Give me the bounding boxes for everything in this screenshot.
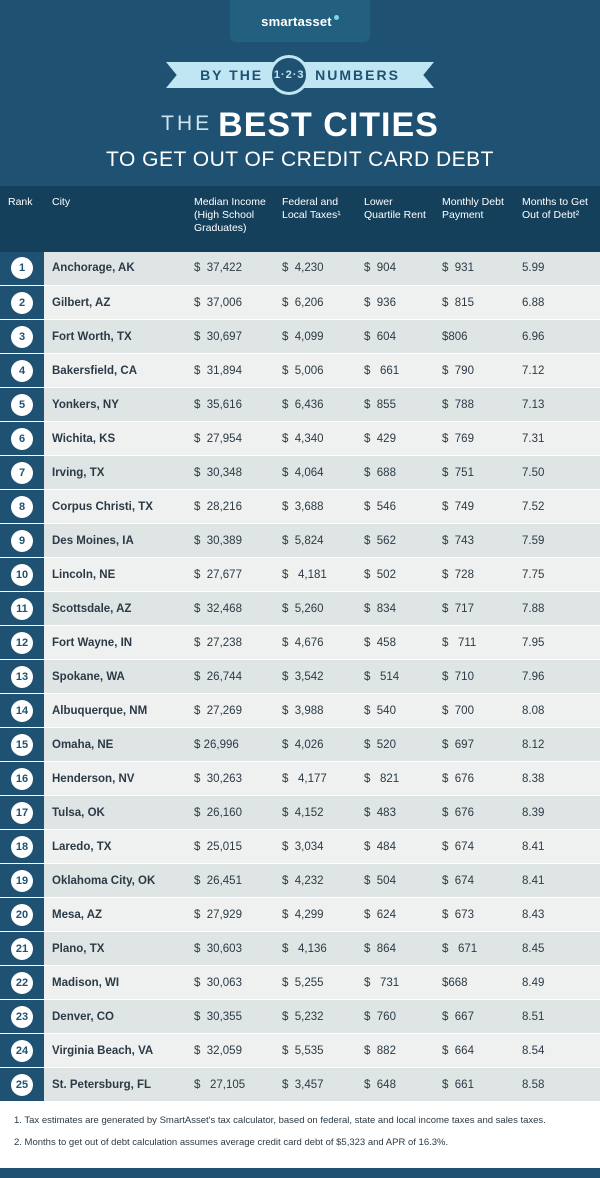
cell-months: 8.49 (514, 966, 600, 1000)
cell-city: Denver, CO (44, 1000, 186, 1034)
cell-city: Fort Worth, TX (44, 320, 186, 354)
table-row (0, 626, 600, 660)
cell-rent: $ 864 (356, 932, 434, 966)
table-header-row (0, 186, 600, 252)
table-header (0, 186, 600, 252)
cell-rank (0, 524, 44, 558)
cell-city: Wichita, KS (44, 422, 186, 456)
cell-taxes: $ 4,099 (274, 320, 356, 354)
cell-rank (0, 626, 44, 660)
column-header-rent: Lower Quartile Rent (356, 186, 434, 252)
cell-rent: $ 546 (356, 490, 434, 524)
cell-city: Yonkers, NY (44, 388, 186, 422)
rank-badge (8, 1068, 36, 1101)
cell-rent: $ 936 (356, 286, 434, 320)
cell-months: 7.52 (514, 490, 600, 524)
cell-debt-payment: $ 788 (434, 388, 514, 422)
rank-circle: 14 (11, 700, 33, 722)
rank-circle: 16 (11, 768, 33, 790)
rank-badge (8, 932, 36, 965)
table-row (0, 422, 600, 456)
cell-rank (0, 388, 44, 422)
cell-debt-payment: $ 674 (434, 830, 514, 864)
cell-rent: $ 540 (356, 694, 434, 728)
cell-median-income: $ 37,422 (186, 252, 274, 286)
cell-median-income: $ 27,238 (186, 626, 274, 660)
cell-rank (0, 286, 44, 320)
cell-rank (0, 456, 44, 490)
cell-taxes: $ 6,436 (274, 388, 356, 422)
table-row (0, 1000, 600, 1034)
cell-rent: $ 483 (356, 796, 434, 830)
cell-city: Lincoln, NE (44, 558, 186, 592)
cell-debt-payment: $668 (434, 966, 514, 1000)
rank-circle: 13 (11, 666, 33, 688)
column-header-median-income: Median Income (High School Graduates) (186, 186, 274, 252)
rank-circle: 2 (11, 292, 33, 314)
cell-months: 8.51 (514, 1000, 600, 1034)
cell-rank (0, 1034, 44, 1068)
footer-bar (0, 1168, 600, 1178)
column-header-city: City (44, 186, 186, 252)
rank-circle: 23 (11, 1006, 33, 1028)
cell-rank (0, 490, 44, 524)
cell-median-income: $ 30,697 (186, 320, 274, 354)
rank-badge (8, 898, 36, 931)
rank-circle: 3 (11, 326, 33, 348)
cell-months: 6.88 (514, 286, 600, 320)
cell-debt-payment: $ 671 (434, 932, 514, 966)
rank-badge (8, 320, 36, 353)
table-row (0, 1068, 600, 1102)
cell-city: Irving, TX (44, 456, 186, 490)
cell-median-income: $ 27,954 (186, 422, 274, 456)
cell-city: Tulsa, OK (44, 796, 186, 830)
by-the-numbers-badge (152, 58, 448, 92)
cell-rent: $ 821 (356, 762, 434, 796)
cell-debt-payment: $ 710 (434, 660, 514, 694)
cell-rent: $ 502 (356, 558, 434, 592)
logo-plate (230, 0, 370, 42)
cell-median-income: $ 26,451 (186, 864, 274, 898)
cell-median-income: $ 30,348 (186, 456, 274, 490)
rank-circle: 12 (11, 632, 33, 654)
cell-months: 7.50 (514, 456, 600, 490)
cell-taxes: $ 3,688 (274, 490, 356, 524)
footnote-2: 2. Months to get out of debt calculation assumes average credit card debt of $5,323 and APR of 16.3%. (14, 1136, 449, 1148)
table-row (0, 388, 600, 422)
cell-taxes: $ 4,136 (274, 932, 356, 966)
cell-rank (0, 354, 44, 388)
cell-debt-payment: $ 743 (434, 524, 514, 558)
rank-badge (8, 830, 36, 863)
cell-median-income: $ 32,059 (186, 1034, 274, 1068)
cell-rank (0, 796, 44, 830)
rank-circle: 25 (11, 1074, 33, 1096)
cell-debt-payment: $ 728 (434, 558, 514, 592)
cell-taxes: $ 5,260 (274, 592, 356, 626)
table-row (0, 728, 600, 762)
cell-rent: $ 688 (356, 456, 434, 490)
cell-taxes: $ 5,006 (274, 354, 356, 388)
cell-rank (0, 762, 44, 796)
cell-taxes: $ 4,026 (274, 728, 356, 762)
rank-badge (8, 422, 36, 455)
rank-badge (8, 286, 36, 319)
cell-debt-payment: $ 674 (434, 864, 514, 898)
rank-badge (8, 966, 36, 999)
rank-circle: 20 (11, 904, 33, 926)
cell-rank (0, 1068, 44, 1102)
cell-taxes: $ 4,230 (274, 252, 356, 286)
cell-rent: $ 624 (356, 898, 434, 932)
rank-badge (8, 694, 36, 727)
cell-debt-payment: $ 749 (434, 490, 514, 524)
cell-debt-payment: $ 673 (434, 898, 514, 932)
rank-circle: 9 (11, 530, 33, 552)
rank-badge (8, 864, 36, 897)
cell-debt-payment: $ 717 (434, 592, 514, 626)
table-row (0, 864, 600, 898)
cell-debt-payment: $ 711 (434, 626, 514, 660)
table-row (0, 524, 600, 558)
table-row (0, 354, 600, 388)
rank-badge (8, 592, 36, 625)
table-row (0, 932, 600, 966)
cell-rank (0, 728, 44, 762)
rank-circle: 7 (11, 462, 33, 484)
cell-debt-payment: $806 (434, 320, 514, 354)
brand-dot-icon (334, 15, 339, 20)
cell-median-income: $ 25,015 (186, 830, 274, 864)
table-row (0, 762, 600, 796)
table-body (0, 252, 600, 1102)
cell-months: 7.31 (514, 422, 600, 456)
table-row (0, 252, 600, 286)
cell-rent: $ 504 (356, 864, 434, 898)
cell-months: 8.41 (514, 830, 600, 864)
rank-badge (8, 762, 36, 795)
cell-rank (0, 932, 44, 966)
cell-months: 5.99 (514, 252, 600, 286)
column-header-months: Months to Get Out of Debt² (514, 186, 600, 252)
rank-badge (8, 490, 36, 523)
title-main: BEST CITIES (218, 106, 439, 144)
cell-months: 8.54 (514, 1034, 600, 1068)
cell-taxes: $ 4,340 (274, 422, 356, 456)
footnote-1: 1. Tax estimates are generated by SmartAsset's tax calculator, based on federal, state and local income taxes and sales taxes. (14, 1115, 546, 1127)
cell-rank (0, 592, 44, 626)
cell-months: 7.95 (514, 626, 600, 660)
cell-city: Bakersfield, CA (44, 354, 186, 388)
rank-circle: 10 (11, 564, 33, 586)
cell-median-income: $ 27,105 (186, 1068, 274, 1102)
cell-months: 7.75 (514, 558, 600, 592)
cell-city: Omaha, NE (44, 728, 186, 762)
cell-rent: $ 834 (356, 592, 434, 626)
cell-median-income: $ 28,216 (186, 490, 274, 524)
best-cities-table (0, 186, 600, 1103)
cell-city: Des Moines, IA (44, 524, 186, 558)
cell-debt-payment: $ 667 (434, 1000, 514, 1034)
rank-circle: 4 (11, 360, 33, 382)
title-the: THE (161, 112, 213, 135)
footnotes (0, 1102, 600, 1168)
rank-badge (8, 728, 36, 761)
badge-left-label: BY THE (200, 67, 264, 83)
cell-debt-payment: $ 664 (434, 1034, 514, 1068)
table-row (0, 966, 600, 1000)
column-header-rank: Rank (0, 186, 44, 252)
cell-rank (0, 422, 44, 456)
cell-city: Gilbert, AZ (44, 286, 186, 320)
cell-months: 8.38 (514, 762, 600, 796)
cell-city: Corpus Christi, TX (44, 490, 186, 524)
cell-median-income: $ 32,468 (186, 592, 274, 626)
rank-badge (8, 1000, 36, 1033)
rank-circle: 22 (11, 972, 33, 994)
cell-taxes: $ 3,034 (274, 830, 356, 864)
cell-taxes: $ 4,299 (274, 898, 356, 932)
table-row (0, 660, 600, 694)
cell-months: 8.12 (514, 728, 600, 762)
rank-circle: 21 (11, 938, 33, 960)
rank-badge (8, 558, 36, 591)
cell-debt-payment: $ 697 (434, 728, 514, 762)
cell-taxes: $ 3,457 (274, 1068, 356, 1102)
cell-rent: $ 760 (356, 1000, 434, 1034)
cell-taxes: $ 5,535 (274, 1034, 356, 1068)
cell-city: Fort Wayne, IN (44, 626, 186, 660)
cell-taxes: $ 6,206 (274, 286, 356, 320)
rank-circle: 17 (11, 802, 33, 824)
cell-city: Albuquerque, NM (44, 694, 186, 728)
cell-median-income: $ 26,160 (186, 796, 274, 830)
logo-container (0, 0, 600, 42)
cell-rank (0, 660, 44, 694)
table-row (0, 1034, 600, 1068)
cell-debt-payment: $ 815 (434, 286, 514, 320)
cell-taxes: $ 3,542 (274, 660, 356, 694)
badge-right-label: NUMBERS (315, 67, 400, 83)
cell-median-income: $ 30,263 (186, 762, 274, 796)
cell-debt-payment: $ 676 (434, 762, 514, 796)
cell-rent: $ 604 (356, 320, 434, 354)
rank-badge (8, 456, 36, 489)
rank-circle: 8 (11, 496, 33, 518)
cell-rent: $ 731 (356, 966, 434, 1000)
cell-rent: $ 904 (356, 252, 434, 286)
cell-median-income: $ 26,996 (186, 728, 274, 762)
cell-median-income: $ 30,603 (186, 932, 274, 966)
cell-debt-payment: $ 769 (434, 422, 514, 456)
rank-badge (8, 660, 36, 693)
table-row (0, 456, 600, 490)
cell-median-income: $ 30,063 (186, 966, 274, 1000)
rank-circle: 6 (11, 428, 33, 450)
cell-rent: $ 520 (356, 728, 434, 762)
rank-circle: 5 (11, 394, 33, 416)
title-subtitle: TO GET OUT OF CREDIT CARD DEBT (106, 147, 494, 171)
rank-badge (8, 354, 36, 387)
cell-taxes: $ 5,824 (274, 524, 356, 558)
cell-rent: $ 514 (356, 660, 434, 694)
cell-months: 8.41 (514, 864, 600, 898)
cell-rent: $ 429 (356, 422, 434, 456)
page-header (0, 0, 600, 186)
cell-median-income: $ 27,929 (186, 898, 274, 932)
cell-months: 8.39 (514, 796, 600, 830)
table-row (0, 694, 600, 728)
rank-badge (8, 626, 36, 659)
rank-circle: 18 (11, 836, 33, 858)
cell-months: 8.43 (514, 898, 600, 932)
cell-city: Mesa, AZ (44, 898, 186, 932)
table-row (0, 898, 600, 932)
rank-badge (8, 1034, 36, 1067)
cell-months: 7.13 (514, 388, 600, 422)
cell-months: 8.45 (514, 932, 600, 966)
cell-city: Spokane, WA (44, 660, 186, 694)
cell-debt-payment: $ 661 (434, 1068, 514, 1102)
cell-median-income: $ 26,744 (186, 660, 274, 694)
cell-debt-payment: $ 931 (434, 252, 514, 286)
cell-rent: $ 562 (356, 524, 434, 558)
cell-rank (0, 558, 44, 592)
cell-city: Madison, WI (44, 966, 186, 1000)
cell-rank (0, 252, 44, 286)
cell-rank (0, 320, 44, 354)
cell-rank (0, 830, 44, 864)
cell-city: Anchorage, AK (44, 252, 186, 286)
cell-months: 6.96 (514, 320, 600, 354)
rank-circle: 11 (11, 598, 33, 620)
column-header-debt-payment: Monthly Debt Payment (434, 186, 514, 252)
cell-debt-payment: $ 676 (434, 796, 514, 830)
cell-rent: $ 458 (356, 626, 434, 660)
cell-months: 7.59 (514, 524, 600, 558)
cell-taxes: $ 4,152 (274, 796, 356, 830)
rank-circle: 15 (11, 734, 33, 756)
rank-badge (8, 388, 36, 421)
cell-rank (0, 898, 44, 932)
badge-number-circle: 1·2·3 (269, 55, 309, 95)
cell-taxes: $ 4,177 (274, 762, 356, 796)
cell-taxes: $ 5,255 (274, 966, 356, 1000)
cell-city: Oklahoma City, OK (44, 864, 186, 898)
cell-debt-payment: $ 751 (434, 456, 514, 490)
rank-circle: 19 (11, 870, 33, 892)
rank-badge (8, 524, 36, 557)
cell-median-income: $ 31,894 (186, 354, 274, 388)
cell-taxes: $ 5,232 (274, 1000, 356, 1034)
cell-taxes: $ 4,181 (274, 558, 356, 592)
rank-circle: 24 (11, 1040, 33, 1062)
cell-rank (0, 966, 44, 1000)
rank-circle: 1 (11, 257, 33, 279)
cell-median-income: $ 27,269 (186, 694, 274, 728)
rank-badge (8, 252, 36, 286)
cell-rent: $ 484 (356, 830, 434, 864)
rank-badge (8, 796, 36, 829)
cell-median-income: $ 30,355 (186, 1000, 274, 1034)
cell-months: 8.58 (514, 1068, 600, 1102)
cell-city: Plano, TX (44, 932, 186, 966)
cell-taxes: $ 4,232 (274, 864, 356, 898)
column-header-taxes: Federal and Local Taxes¹ (274, 186, 356, 252)
table-row (0, 490, 600, 524)
cell-city: St. Petersburg, FL (44, 1068, 186, 1102)
table-row (0, 286, 600, 320)
cell-rank (0, 864, 44, 898)
cell-rank (0, 1000, 44, 1034)
cell-taxes: $ 4,064 (274, 456, 356, 490)
table-row (0, 830, 600, 864)
cell-rent: $ 661 (356, 354, 434, 388)
cell-city: Henderson, NV (44, 762, 186, 796)
cell-median-income: $ 35,616 (186, 388, 274, 422)
cell-city: Virginia Beach, VA (44, 1034, 186, 1068)
table-row (0, 558, 600, 592)
cell-months: 7.12 (514, 354, 600, 388)
cell-median-income: $ 37,006 (186, 286, 274, 320)
table-row (0, 592, 600, 626)
cell-city: Laredo, TX (44, 830, 186, 864)
cell-median-income: $ 30,389 (186, 524, 274, 558)
cell-months: 8.08 (514, 694, 600, 728)
page-title (0, 108, 600, 172)
cell-months: 7.88 (514, 592, 600, 626)
table-row (0, 796, 600, 830)
cell-median-income: $ 27,677 (186, 558, 274, 592)
cell-debt-payment: $ 700 (434, 694, 514, 728)
cell-city: Scottsdale, AZ (44, 592, 186, 626)
table-row (0, 320, 600, 354)
cell-rent: $ 648 (356, 1068, 434, 1102)
cell-rank (0, 694, 44, 728)
cell-taxes: $ 3,988 (274, 694, 356, 728)
cell-rent: $ 855 (356, 388, 434, 422)
brand-logo-text: smartasset (261, 13, 332, 29)
cell-rent: $ 882 (356, 1034, 434, 1068)
cell-taxes: $ 4,676 (274, 626, 356, 660)
cell-debt-payment: $ 790 (434, 354, 514, 388)
cell-months: 7.96 (514, 660, 600, 694)
brand-logo (261, 14, 339, 29)
